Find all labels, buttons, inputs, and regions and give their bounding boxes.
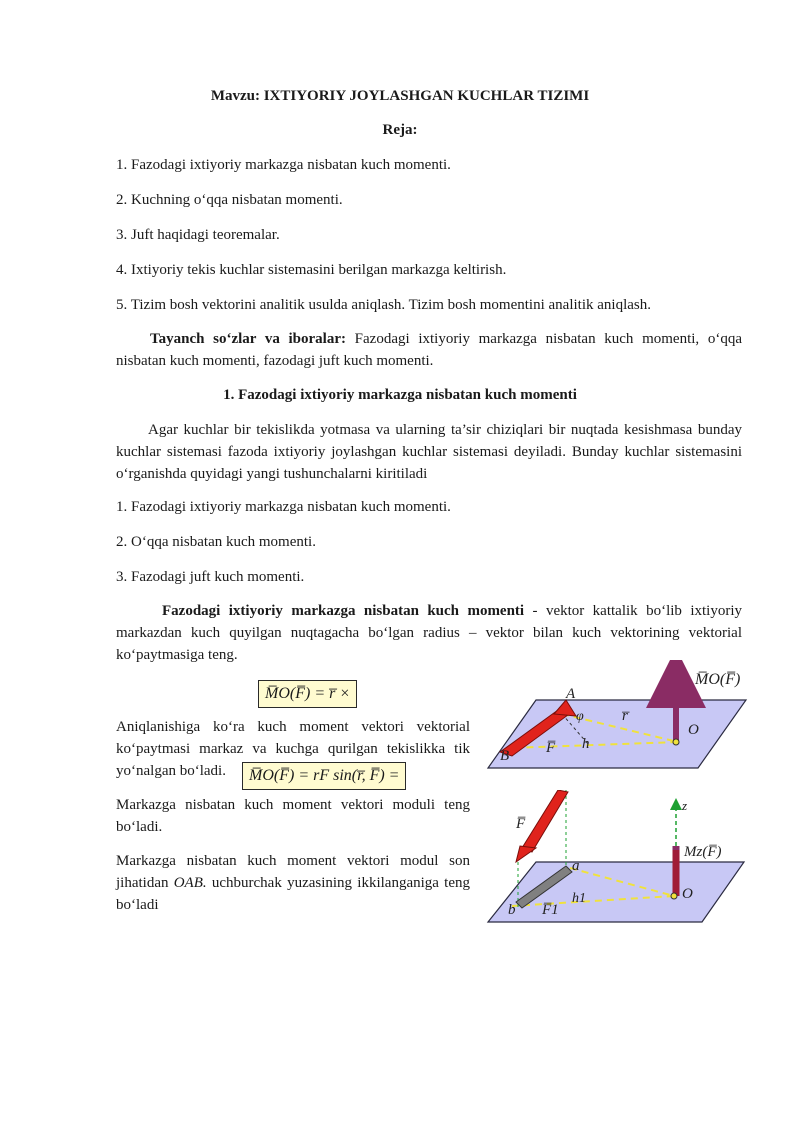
label-b-small: b — [508, 902, 516, 918]
page-title: Mavzu: IXTIYORIY JOYLASHGAN KUCHLAR TIZIMI — [210, 88, 590, 104]
definition-term: Fazodagi ixtiyoriy markazga nisbatan kuch momenti — [162, 603, 525, 619]
label-moment-2: Mz(F̅) — [684, 844, 722, 860]
label-z: z — [682, 798, 688, 813]
concept-item-1: 1. Fazodagi ixtiyoriy markazga nisbatan kuch momenti. — [116, 499, 451, 515]
keywords-text: Fazodagi ixtiyoriy markazga nisbatan kuch momenti, o‘qqa nisbatan kuch momenti, fazodagi juft kuch momenti. — [116, 331, 742, 369]
label-a: A — [566, 686, 576, 702]
orientation-paragraph: Aniqlanishiga ko‘ra kuch moment vektori vektorial ko‘paytmasi markaz va kuchga qurilgan tekislikka tik yo‘nalgan bo‘ladi. — [116, 719, 470, 779]
label-moment-1: M̅O(F̅) — [695, 671, 741, 688]
label-f1: F̅1 — [542, 902, 559, 918]
label-f-2: F̅ — [516, 816, 526, 832]
force-arrow-2-head — [516, 846, 536, 862]
label-h1: h1 — [572, 891, 586, 906]
modulus-paragraph: Markazga nisbatan kuch moment vektori moduli teng bo‘ladi. — [116, 797, 470, 835]
label-o-1: O — [688, 722, 699, 738]
figure-point-moment — [480, 660, 760, 780]
keywords-paragraph — [116, 328, 742, 372]
area-paragraph — [116, 850, 470, 916]
force-arrow-2 — [522, 790, 568, 852]
plan-heading: Reja: — [382, 122, 418, 138]
figure-axis-moment — [480, 790, 760, 930]
label-f-1: F̅ — [546, 740, 556, 756]
label-b: B — [500, 748, 510, 764]
definition-paragraph — [116, 600, 742, 666]
plan-item-5: 5. Tizim bosh vektorini analitik usulda aniqlash. Tizim bosh momentini analitik aniqlash. — [116, 297, 651, 313]
label-a-small: a — [572, 858, 580, 874]
formula-moment-modulus: M̅O(F̅) = rF sin(r̅, F̅) = — [242, 762, 406, 790]
label-h: h — [582, 736, 590, 752]
area-text-end: uchburchak yuzasining ikkilanganiga teng bo‘ladi — [116, 875, 470, 913]
plan-item-4: 4. Ixtiyoriy tekis kuchlar sistemasini berilgan markazga keltirish. — [116, 262, 507, 278]
definition-text: - vektor kattalik bo‘lib ixtiyoriy markazdan kuch quyilgan nuqtagacha bo‘lgan radius – vektor bilan kuch vektorining vektorial ko‘paytmasiga teng. — [116, 603, 742, 663]
concept-item-3: 3. Fazodagi juft kuch momenti. — [116, 569, 305, 585]
plan-item-1: 1. Fazodagi ixtiyoriy markazga nisbatan kuch momenti. — [116, 157, 451, 173]
point-o-1 — [673, 739, 679, 745]
plane-2 — [488, 862, 744, 922]
label-phi: φ — [576, 709, 584, 724]
keywords-label: Tayanch so‘zlar va iboralar: — [150, 331, 346, 347]
plan-item-3: 3. Juft haqidagi teoremalar. — [116, 227, 280, 243]
plan-item-2: 2. Kuchning o‘qqa nisbatan momenti. — [116, 192, 343, 208]
label-r: r̅ — [622, 708, 628, 724]
point-o-2 — [671, 893, 677, 899]
triangle-name: OAB. — [173, 875, 207, 891]
section1-heading: 1. Fazodagi ixtiyoriy markazga nisbatan kuch momenti — [223, 387, 577, 403]
label-o-2: O — [682, 886, 693, 902]
section1-intro: Agar kuchlar bir tekislikda yotmasa va ularning ta’sir chiziqlari bir nuqtada kesishmasa bunday kuchlar sistemasi fazoda ixtiyoriy joylashgan kuchlar sistemasi deyiladi. Bunday kuchlar sistemasini o‘rganishda quyidagi yangi tushunchalarni kiritiladi — [116, 422, 742, 482]
formula-moment-cross: M̅O(F̅) = r̅ × — [258, 680, 357, 708]
concept-item-2: 2. O‘qqa nisbatan kuch momenti. — [116, 534, 316, 550]
area-text-start: Markazga nisbatan kuch moment vektori modul son jihatidan — [116, 853, 470, 891]
